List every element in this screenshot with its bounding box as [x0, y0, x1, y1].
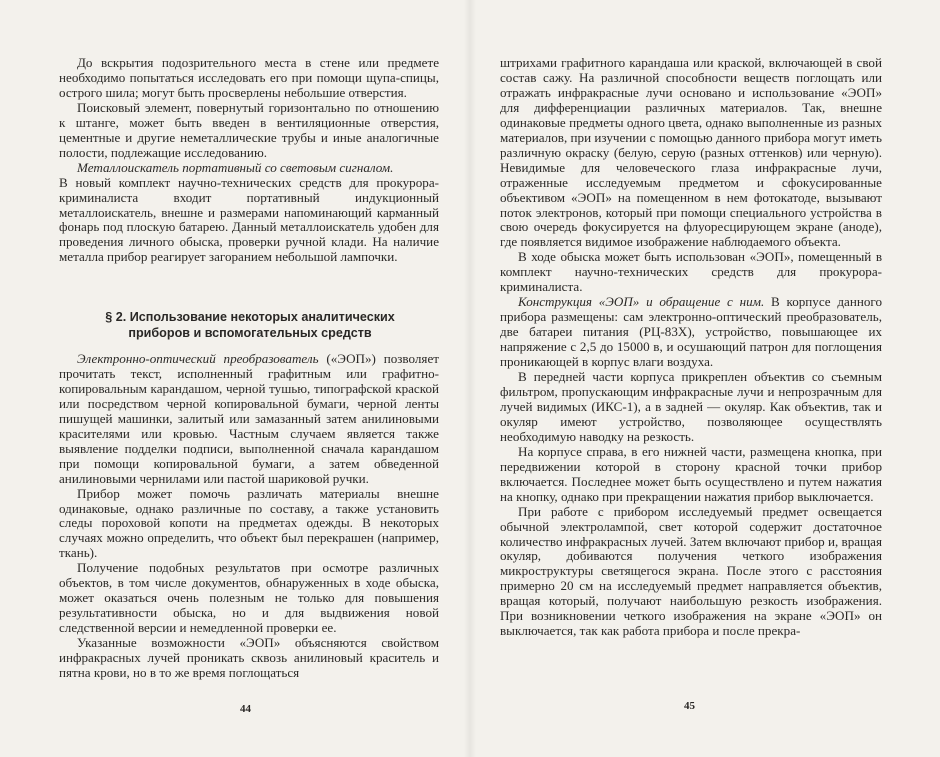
italic-term: Конструкция «ЭОП» и обращение с ним. — [518, 294, 765, 310]
section-heading-line-2: приборов и вспомогательных средств — [128, 325, 372, 340]
page-number-left: 44 — [240, 703, 251, 715]
paragraph: До вскрытия подозрительного места в стене или предмете необходимо попытаться исследовать его при помощи щупа-спицы, острого шила; могут быть просверлены небольшие отверстия. — [59, 55, 439, 100]
paragraph: Указанные возможности «ЭОП» объясняются свойством инфракрасных лучей проникать сквозь анилиновый краситель и пятна крови, но в то же время поглощаться — [59, 635, 439, 681]
right-block-1 — [500, 56, 882, 639]
left-block-1 — [59, 56, 439, 265]
paragraph — [500, 295, 882, 370]
paragraph — [59, 352, 439, 487]
left-block-2 — [59, 352, 439, 681]
paragraph: Получение подобных результатов при осмотре различных объектов, в том числе документов, обнаруженных в ходе обыска, может оказаться очень полезным не только для повышения результативности обыска, но и для выдвижения новой следственной версии и немедленной проверки ее. — [59, 560, 439, 636]
italic-term: Металлоискатель портативный со световым сигналом. — [77, 159, 394, 175]
paragraph: При работе с прибором исследуемый предмет освещается обычной электролампой, свет которой содержит достаточное количество инфракрасных лучей. Затем включают прибор и, вращая окуляр, добиваются получения четкого изображения микроструктуры светящегося экрана. После этого с расстояния примерно 20 см на исследуемый предмет направляется объектив, вращая который, получают наибольшую резкость изображения. При возникновении четкого изображения на экране «ЭОП» он выключается, так как работа прибора и после прекра- — [500, 503, 882, 639]
paragraph: На корпусе справа, в его нижней части, размещена кнопка, при передвижении которой в сторону красной точки прибор включается. Последнее может быть осуществлено и путем нажатия на кнопку, однако при прекращении нажатия прибор выключается. — [500, 443, 882, 504]
paragraph: В новый комплект научно-технических средств для прокурора-криминалиста входит портативный индукционный металлоискатель, внешне и размерами напоминающий карманный фонарь под плоскую батарею. Данный металлоискатель удобен для проведения личного обыска, проверки ручной клади. На наличие металла прибор реагирует загоранием небольшой лампочки. — [59, 174, 439, 265]
paragraph: Поисковый элемент, повернутый горизонтально по отношению к штанге, может быть введен в вентиляционные отверстия, цементные и другие неметаллические трубы и иные аналогичные полости, подлежащие исследованию. — [59, 99, 439, 160]
paragraph: В передней части корпуса прикреплен объектив со съемным фильтром, пропускающим инфракрасные лучи и непрозрачным для лучей видимых (ИКС-1), а в задней — окуляр. Как объектив, так и окуляр имеют устройство, позволяющее осуществлять необходимую наводку на резкость. — [500, 369, 882, 444]
page-number-right: 45 — [684, 700, 695, 712]
paragraph: штрихами графитного карандаша или краской, включающей в свой состав сажу. На различной способности веществ поглощать или отражать инфракрасные лучи основано и использование «ЭОП» для дифференциации различных материалов. Так, внешне одинаковые предметы одного цвета, однако выполненные из разных материалов, при изучении с помощью данного прибора могут иметь различную окраску (белую, серую (разных оттенков) или черную). Невидимые для человеческого глаза инфракрасные лучи, отраженные исследуемым предметом и сфокусированные объективом «ЭОП» на помещенном в нем фотокатоде, вызывают поток электронов, который при помощи специального устройства в свою очередь фокусируется на флуоресцирующем экране (аноде), где появляется видимое изображение наблюдаемого объекта. — [500, 55, 882, 250]
italic-term: Электронно-оптический преобразователь — [77, 351, 319, 366]
paragraph-text: В корпусе данного прибора размещены: сам электронно-оптический преобразователь, две батареи питания (РЦ-83Х), устройство, повышающее их напряжение с 2,5 до 15000 в, и осушающий патрон для поглощения проникающей в корпус влаги воздуха. — [500, 294, 882, 370]
paragraph: В ходе обыска может быть использован «ЭОП», помещенный в комплект научно-технических средств для прокурора-криминалиста. — [500, 249, 882, 295]
paragraph: Прибор может помочь различать материалы внешне одинаковые, однако различные по составу, а также установить следы пороховой копоти на предметах одежды. В некоторых случаях можно определить, что объект был перекрашен (например, ткань). — [59, 485, 439, 561]
paragraph — [59, 161, 439, 176]
section-heading — [95, 310, 405, 341]
paragraph-text: («ЭОП») позволяет прочитать текст, исполненный графитным или графитно-копировальным карандашом, черной тушью, типографской краской или посредством черной копировальной бумаги, черной ленты пишущей машинки, залитый или замазанный затем анилиновыми красителями или кровью. Частным случаем является также выявление подделки подписи, выполненной сначала карандашом при помощи копировальной бумаги, а затем обведенной анилиновыми чернилами или пастой шариковой ручки. — [59, 351, 439, 486]
section-heading-line-1: § 2. Использование некоторых аналитических — [105, 310, 395, 324]
